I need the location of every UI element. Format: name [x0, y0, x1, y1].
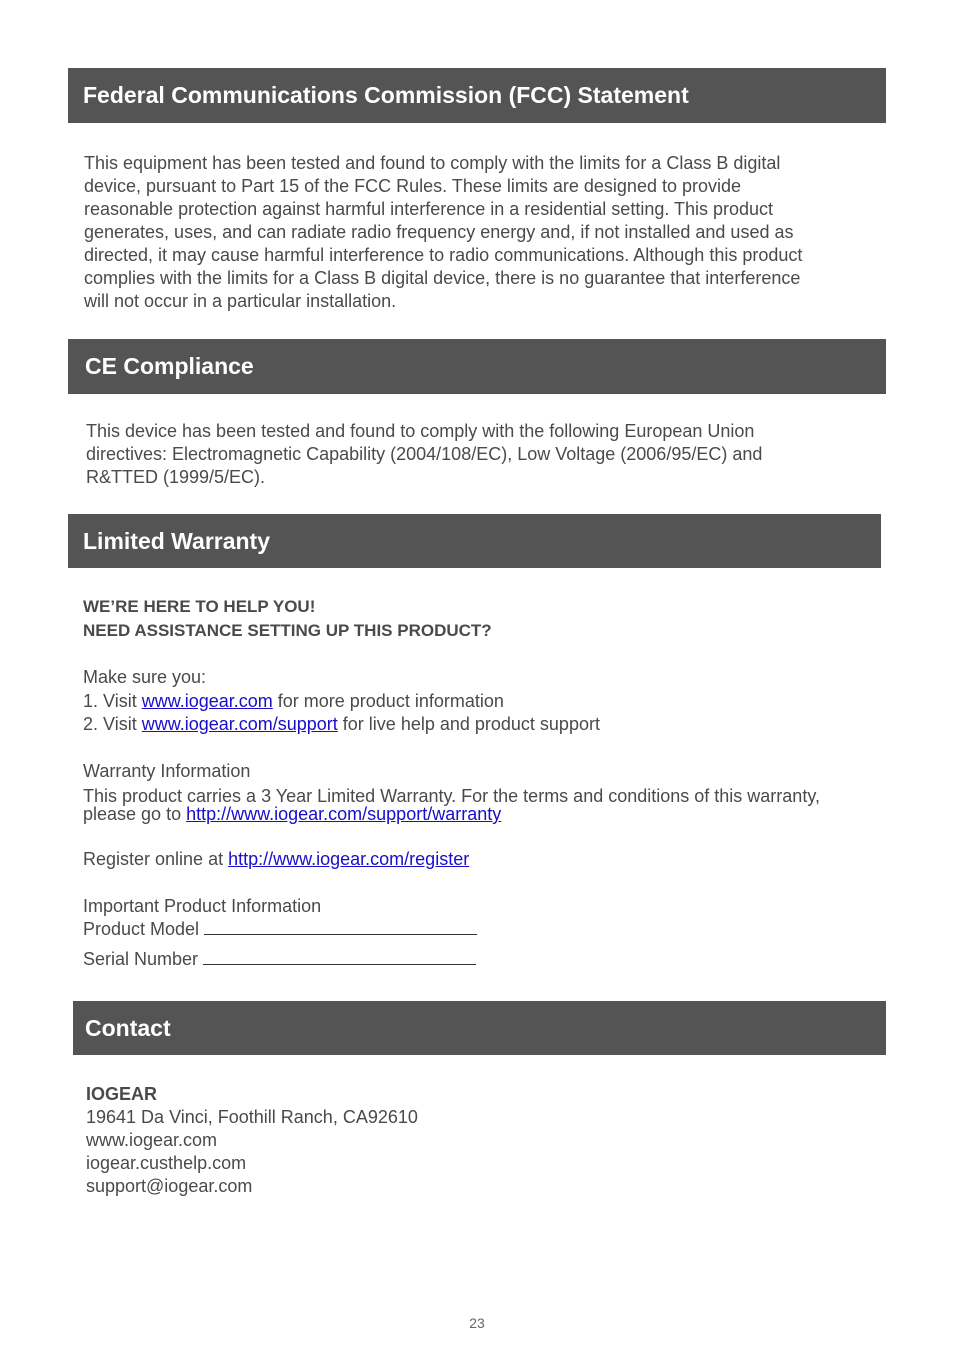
visit-item-2: [83, 713, 600, 737]
fcc-line: will not occur in a particular installation.: [84, 291, 397, 311]
fcc-paragraph: [84, 152, 802, 313]
visit-suffix: for more product information: [272, 690, 504, 711]
warranty-section-header: [68, 514, 881, 568]
ce-line: directives: Electromagnetic Capability (2004/108/EC), Low Voltage (2006/95/EC) and: [86, 444, 763, 464]
fcc-line: directed, it may cause harmful interference to radio communications. Although this product: [84, 245, 803, 265]
help-line: WE’RE HERE TO HELP YOU!: [83, 597, 316, 616]
iogear-website-link[interactable]: www.iogear.com: [141, 690, 273, 711]
contact-section-title: Contact: [85, 1014, 171, 1041]
product-model-row: [83, 918, 477, 941]
help-heading: [83, 595, 492, 643]
ce-section-title: CE Compliance: [85, 353, 254, 379]
make-sure-label: Make sure you:: [83, 667, 207, 687]
visit-suffix: for live help and product support: [337, 714, 600, 734]
warranty-info-heading: Warranty Information: [83, 761, 251, 781]
ce-line: R&TTED (1999/5/EC).: [86, 467, 266, 487]
warranty-info-line: [83, 805, 820, 824]
warranty-info-line: This product carries a 3 Year Limited Warranty. For the terms and conditions of this warranty,: [83, 786, 820, 806]
company-address: 19641 Da Vinci, Foothill Ranch, CA92610: [86, 1107, 418, 1127]
serial-number-label: Serial Number: [83, 949, 199, 969]
contact-block: [86, 1083, 418, 1198]
warranty-prefix: please go to: [83, 804, 187, 824]
fcc-line: complies with the limits for a Class B digital device, there is no guarantee that interference: [84, 268, 801, 288]
warranty-info-block: [83, 760, 820, 824]
visit-prefix: 2. Visit: [83, 714, 142, 734]
company-website: www.iogear.com: [86, 1130, 218, 1150]
register-prefix: Register online at: [83, 849, 229, 869]
fcc-line: reasonable protection against harmful interference in a residential setting. This product: [84, 199, 774, 219]
important-info-block: [83, 895, 477, 971]
ce-section-header: [68, 339, 886, 394]
visit-item-1: [83, 690, 600, 714]
fcc-line: generates, uses, and can radiate radio frequency energy and, if not installed and used as: [84, 222, 794, 242]
important-info-heading: Important Product Information: [83, 896, 322, 916]
page-number: 23: [469, 1315, 485, 1331]
product-model-field[interactable]: [204, 933, 477, 935]
serial-number-field[interactable]: [203, 963, 476, 965]
serial-number-row: [83, 948, 477, 971]
company-name: IOGEAR: [86, 1084, 158, 1104]
ce-line: This device has been tested and found to comply with the following European Union: [86, 421, 755, 441]
ce-paragraph: [86, 420, 762, 489]
company-help-site: iogear.custhelp.com: [86, 1153, 247, 1173]
warranty-link[interactable]: http://www.iogear.com/support/warranty: [186, 804, 502, 824]
help-line: NEED ASSISTANCE SETTING UP THIS PRODUCT?: [83, 621, 492, 640]
fcc-line: This equipment has been tested and found to comply with the limits for a Class B digital: [84, 153, 781, 173]
product-model-label: Product Model: [83, 919, 200, 939]
register-link[interactable]: http://www.iogear.com/register: [228, 849, 470, 869]
contact-section-header: [73, 1001, 886, 1055]
warranty-section-title: Limited Warranty: [83, 527, 271, 554]
fcc-section-title: Federal Communications Commission (FCC) Statement: [83, 82, 689, 108]
fcc-section-header: [68, 68, 886, 123]
company-email: support@iogear.com: [86, 1176, 253, 1196]
make-sure-block: [83, 666, 600, 737]
register-line: [83, 848, 469, 871]
visit-prefix: 1. Visit: [83, 690, 142, 711]
fcc-line: device, pursuant to Part 15 of the FCC Rules. These limits are designed to provide: [84, 176, 742, 196]
iogear-support-link[interactable]: www.iogear.com/support: [141, 714, 338, 734]
